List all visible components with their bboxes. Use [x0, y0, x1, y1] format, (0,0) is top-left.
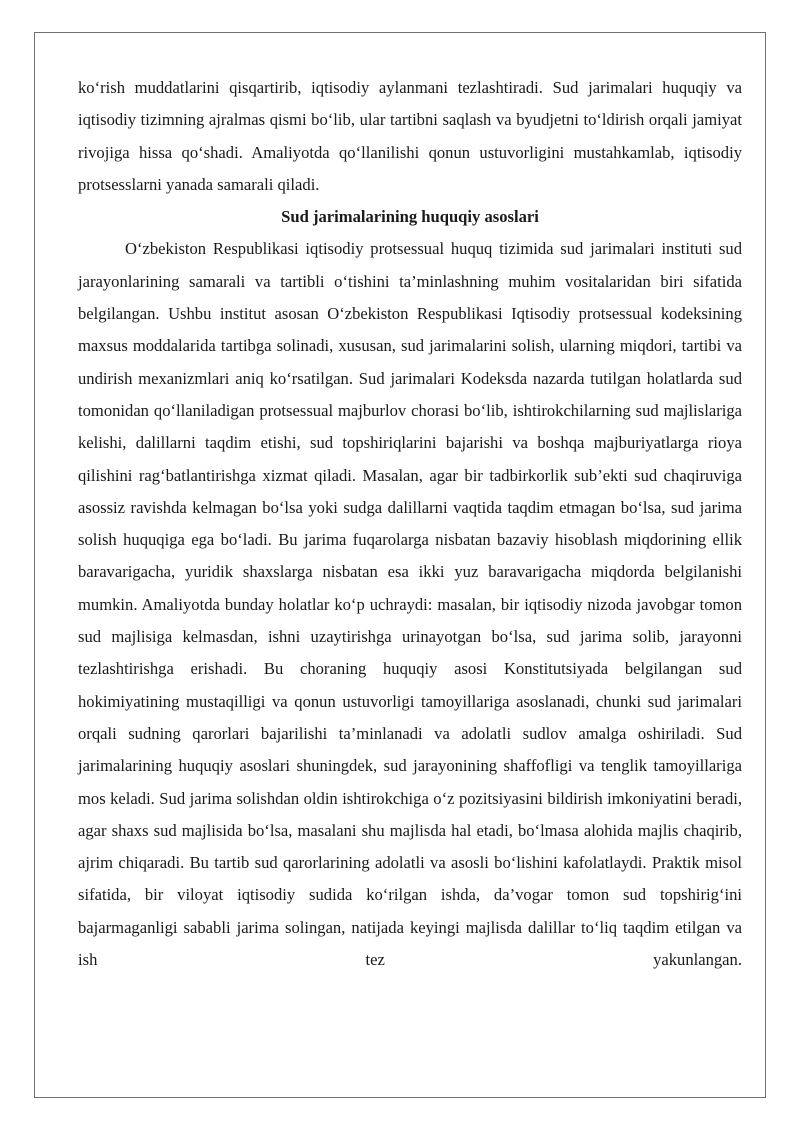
section-heading: Sud jarimalarining huquqiy asoslari: [281, 207, 539, 227]
intro-paragraph: ko‘rish muddatlarini qisqartirib, iqtisodiy aylanmani tezlashtiradi. Sud jarimalari huquqiy va iqtisodiy tizimning ajralmas qismi bo‘lib, ular tartibni saqlash va byudjetni to‘ldirish orqali jamiyat rivojiga hissa qo‘shadi. Amaliyotda qo‘llanilishi qonun ustuvorligini mustahkamlab, iqtisodiy protsesslarni yanada samarali qiladi.: [78, 78, 742, 194]
main-paragraph: O‘zbekiston Respublikasi iqtisodiy protsessual huquq tizimida sud jarimalari instituti sud jarayonlarining samarali va tartibli o‘tishini ta’minlashning muhim vositalaridan biri sifatida belgilangan. Ushbu institut asosan O‘zbekiston Respublikasi Iqtisodiy protsessual kodeksining maxsus moddalarida tartibga solinadi, xususan, sud jarimalarini solish, ularning miqdori, tartibi va undirish mexanizmlari aniq ko‘rsatilgan. Sud jarimalari Kodeksda nazarda tutilgan holatlarda sud tomonidan qo‘llaniladigan protsessual majburlov chorasi bo‘lib, ishtirokchilarning sud majlislariga kelishi, dalillarni taqdim etishi, sud topshiriqlarini bajarishi va boshqa majburiyatlarga rioya qilishini rag‘batlantirishga xizmat qiladi. Masalan, agar bir tadbirkorlik sub’ekti sud chaqiruviga asossiz ravishda kelmagan bo‘lsa yoki sudga dalillarni vaqtida taqdim etmagan bo‘lsa, sud jarima solish huquqiga ega bo‘ladi. Bu jarima fuqarolarga nisbatan bazaviy hisoblash miqdorining ellik baravarigacha, yuridik shaxslarga nisbatan esa ikki yuz baravarigacha miqdorda belgilanishi mumkin. Amaliyotda bunday holatlar ko‘p uchraydi: masalan, bir iqtisodiy nizoda javobgar tomon sud majlisiga kelmasdan, ishni uzaytirishga urinayotgan bo‘lsa, sud jarima solib, jarayonni tezlashtirishga erishadi. Bu choraning huquqiy asosi Konstitutsiyada belgilangan sud hokimiyatining mustaqilligi va qonun ustuvorligi tamoyillariga asoslanadi, chunki sud jarimalari orqali sudning qarorlari bajarilishi ta’minlanadi va adolatli sudlov amalga oshiriladi. Sud jarimalarining huquqiy asoslari shuningdek, sud jarayonining shaffofligi va tenglik tamoyillariga mos keladi. Sud jarima solishdan oldin ishtirokchiga o‘z pozitsiyasini bildirish imkoniyatini beradi, agar shaxs sud majlisida bo‘lsa, masalani shu majlisda hal etadi, bo‘lmasa alohida majlis chaqirib, ajrim chiqaradi. Bu tartib sud qarorlarining adolatli va asosli bo‘lishini kafolatlaydi. Praktik misol sifatida, bir viloyat iqtisodiy sudida ko‘rilgan ishda, da’vogar tomon sud topshirig‘ini bajarmaganligi sababli jarima solingan, natijada keyingi majlisda dalillar to‘liq taqdim etilgan va ish tez yakunlangan.: [78, 239, 742, 970]
document-body: [78, 72, 742, 976]
